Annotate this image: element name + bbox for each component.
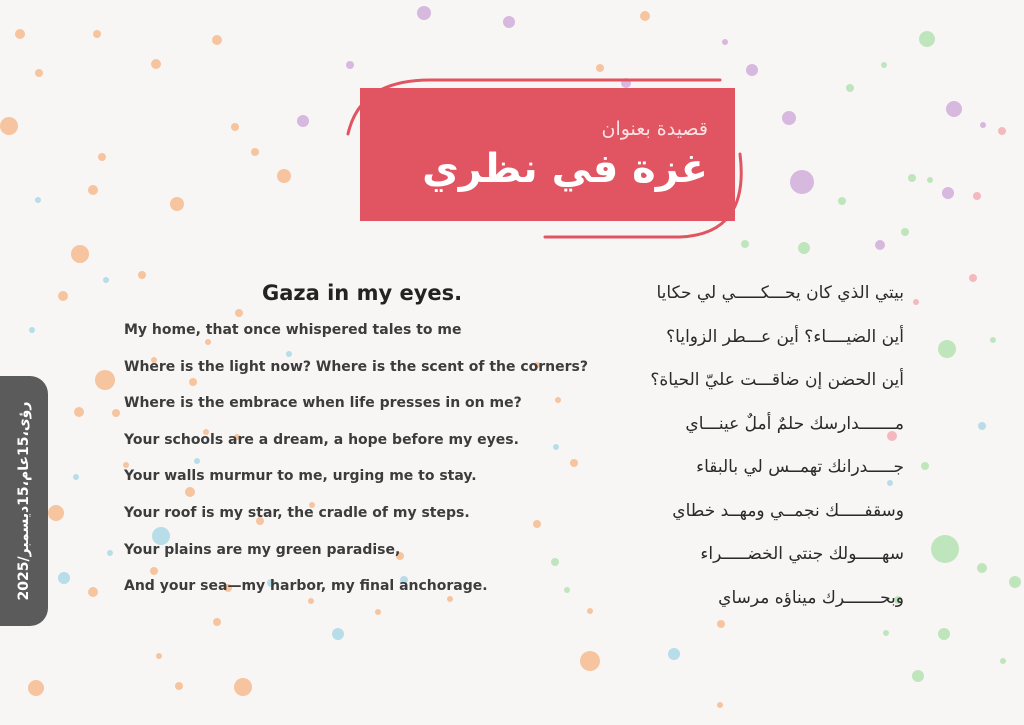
title-banner — [340, 74, 760, 244]
decorative-dot — [73, 474, 79, 480]
poem-title: غزة في نظري — [422, 146, 708, 192]
decorative-dot — [103, 277, 109, 283]
english-line: Where is the embrace when life presses in on me? — [124, 395, 522, 412]
decorative-dot — [0, 117, 18, 135]
decorative-dot — [919, 31, 935, 47]
decorative-dot — [88, 587, 98, 597]
decorative-dot — [1009, 576, 1021, 588]
arabic-line: أين الضيــــاء؟ أين عـــطر الزوايا؟ — [666, 326, 904, 347]
arabic-line: بيتي الذي كان يحـــكـــــي لي حكايا — [656, 283, 904, 303]
english-line: My home, that once whispered tales to me — [124, 322, 462, 338]
decorative-dot — [798, 242, 810, 254]
decorative-dot — [417, 6, 431, 20]
decorative-dot — [980, 122, 986, 128]
decorative-dot — [927, 177, 933, 183]
decorative-dot — [93, 30, 101, 38]
decorative-dot — [977, 563, 987, 573]
decorative-dot — [1000, 658, 1006, 664]
english-line: Your plains are my green paradise, — [124, 541, 401, 558]
decorative-dot — [973, 192, 981, 200]
decorative-dot — [998, 127, 1006, 135]
decorative-dot — [107, 550, 113, 556]
decorative-dot — [156, 653, 162, 659]
decorative-dot — [71, 245, 89, 263]
arabic-line: أين الحضن إن ضاقـــت عليّ الحياة؟ — [650, 370, 904, 390]
english-line: Where is the light now? Where is the scent of the corners? — [124, 358, 589, 375]
decorative-dot — [277, 169, 291, 183]
decorative-dot — [29, 327, 35, 333]
decorative-dot — [938, 628, 950, 640]
decorative-dot — [58, 291, 68, 301]
arabic-line: مـــــــدارسك حلمٌ أملٌ عينـــاي — [685, 413, 904, 434]
decorative-dot — [846, 84, 854, 92]
decorative-dot — [175, 682, 183, 690]
english-line: And your sea—my harbor, my final anchorage. — [124, 578, 488, 595]
decorative-dot — [98, 153, 106, 161]
decorative-dot — [912, 670, 924, 682]
decorative-dot — [931, 535, 959, 563]
english-poem — [124, 322, 594, 615]
decorative-dot — [231, 123, 239, 131]
decorative-dot — [668, 648, 680, 660]
decorative-dot — [251, 148, 259, 156]
decorative-dot — [875, 240, 885, 250]
decorative-dot — [990, 337, 996, 343]
arabic-line: وبحـــــــرك ميناؤه مرساي — [718, 587, 904, 608]
decorative-dot — [28, 680, 44, 696]
decorative-dot — [717, 702, 723, 708]
english-line: Your roof is my star, the cradle of my steps. — [124, 504, 470, 521]
poem-subtitle: قصيدة بعنوان — [601, 118, 708, 140]
decorative-dot — [881, 62, 887, 68]
english-line: Your schools are a dream, a hope before my eyes. — [124, 431, 519, 448]
decorative-dot — [212, 35, 222, 45]
decorative-dot — [580, 651, 600, 671]
side-tab — [0, 376, 48, 626]
decorative-dot — [596, 64, 604, 72]
decorative-dot — [213, 618, 221, 626]
decorative-dot — [35, 197, 41, 203]
decorative-dot — [978, 422, 986, 430]
arabic-line: جـــــدرانك تهمــس لي بالبقاء — [696, 457, 904, 477]
decorative-dot — [48, 505, 64, 521]
decorative-dot — [15, 29, 25, 39]
decorative-dot — [782, 111, 796, 125]
decorative-dot — [640, 11, 650, 21]
side-tab-text: رؤى،15عام،15ديسمبر/2025 — [16, 401, 32, 601]
english-line: Your walls murmur to me, urging me to stay. — [124, 468, 477, 485]
arabic-line: سهـــــولك جنتي الخضـــــراء — [700, 544, 904, 564]
english-title: Gaza in my eyes. — [262, 281, 463, 305]
decorative-dot — [234, 678, 252, 696]
arabic-poem — [584, 283, 904, 631]
decorative-dot — [151, 59, 161, 69]
decorative-dot — [921, 462, 929, 470]
decorative-dot — [901, 228, 909, 236]
decorative-dot — [838, 197, 846, 205]
decorative-dot — [942, 187, 954, 199]
decorative-dot — [58, 572, 70, 584]
decorative-dot — [722, 39, 728, 45]
decorative-dot — [969, 274, 977, 282]
decorative-dot — [235, 309, 243, 317]
arabic-line: وسقفـــــك نجمــي ومهــد خطاي — [672, 500, 904, 521]
decorative-dot — [95, 370, 115, 390]
decorative-dot — [946, 101, 962, 117]
decorative-dot — [112, 409, 120, 417]
decorative-dot — [332, 628, 344, 640]
decorative-dot — [790, 170, 814, 194]
decorative-dot — [908, 174, 916, 182]
decorative-dot — [503, 16, 515, 28]
decorative-dot — [170, 197, 184, 211]
decorative-dot — [88, 185, 98, 195]
decorative-dot — [138, 271, 146, 279]
decorative-dot — [938, 340, 956, 358]
decorative-dot — [346, 61, 354, 69]
decorative-dot — [913, 299, 919, 305]
decorative-dot — [35, 69, 43, 77]
decorative-dot — [74, 407, 84, 417]
decorative-dot — [297, 115, 309, 127]
